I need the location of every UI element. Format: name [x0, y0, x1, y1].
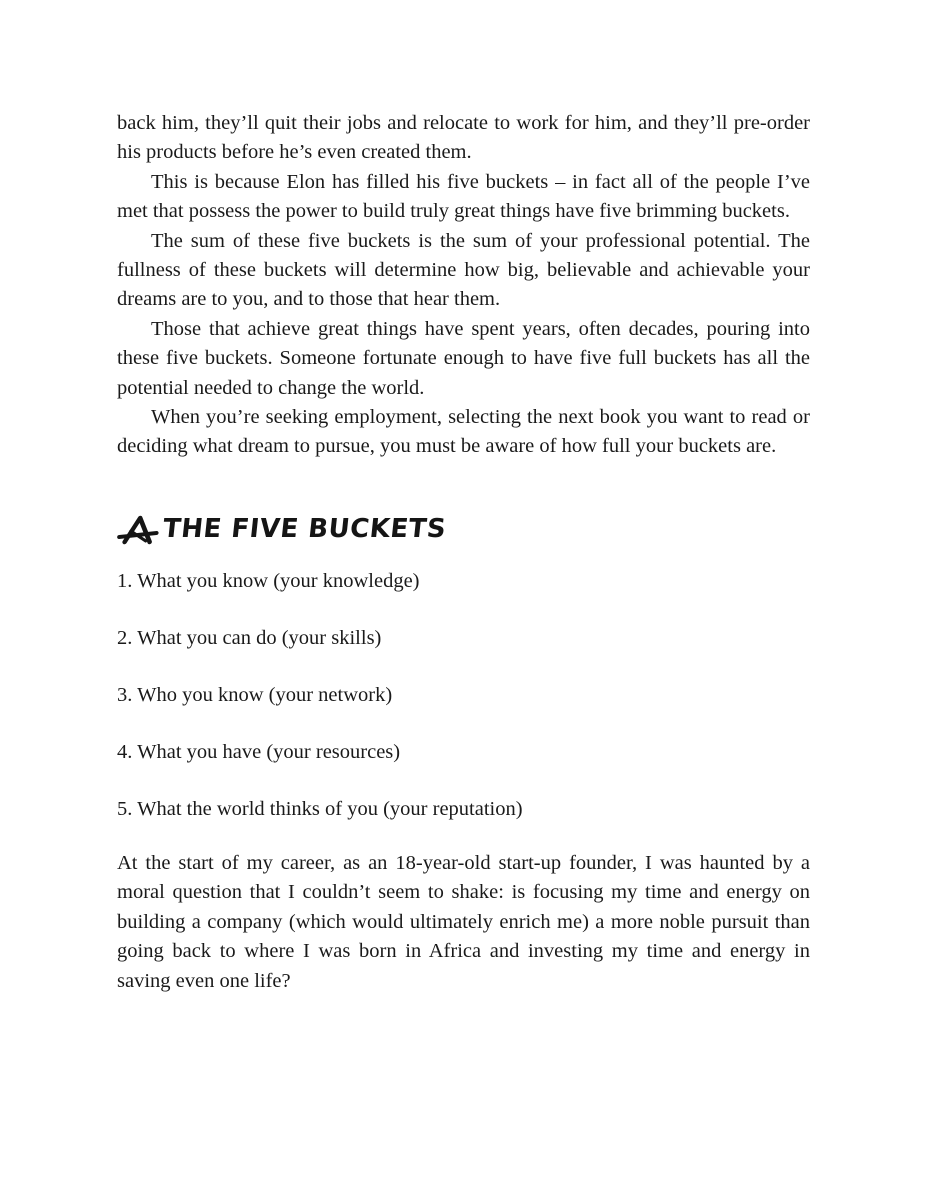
body-paragraph: This is because Elon has filled his five buckets – in fact all of the people I’ve met that possess the power to build truly great things have five brimming buckets.: [117, 170, 810, 223]
body-paragraph: Those that achieve great things have spent years, often decades, pouring into these five buckets. Someone fortunate enough to have five full buckets has all the potential needed to change the world.: [117, 317, 810, 399]
book-page: [117, 109, 810, 996]
section-heading: [115, 507, 813, 551]
list-item: 1. What you know (your knowledge): [117, 569, 420, 592]
body-paragraph: The sum of these five buckets is the sum of your professional potential. The fullness of these buckets will determine how big, believable and achievable your dreams are to you, and to those that hear them.: [117, 229, 810, 311]
list-item: 3. Who you know (your network): [117, 683, 393, 706]
list-item: 5. What the world thinks of you (your reputation): [117, 797, 523, 820]
section-heading-text: THE FIVE BUCKETS: [161, 513, 448, 544]
body-paragraph: When you’re seeking employment, selecting the next book you want to read or deciding what dream to pursue, you must be aware of how full your buckets are.: [117, 406, 810, 458]
list-item: 2. What you can do (your skills): [117, 626, 382, 649]
body-paragraph: At the start of my career, as an 18-year-old start-up founder, I was haunted by a moral question that I couldn’t seem to shake: is focusing my time and energy on building a company (which would ultimately enrich me) a more noble pursuit than going back to where I was born in Africa and investing my time and energy in saving even one life?: [117, 851, 810, 992]
buckets-list: [117, 567, 810, 824]
body-paragraph: back him, they’ll quit their jobs and relocate to work for him, and they’ll pre-order his products before he’s even created them.: [117, 112, 810, 164]
star-scribble-icon: [115, 513, 164, 545]
list-item: 4. What you have (your resources): [117, 740, 401, 763]
